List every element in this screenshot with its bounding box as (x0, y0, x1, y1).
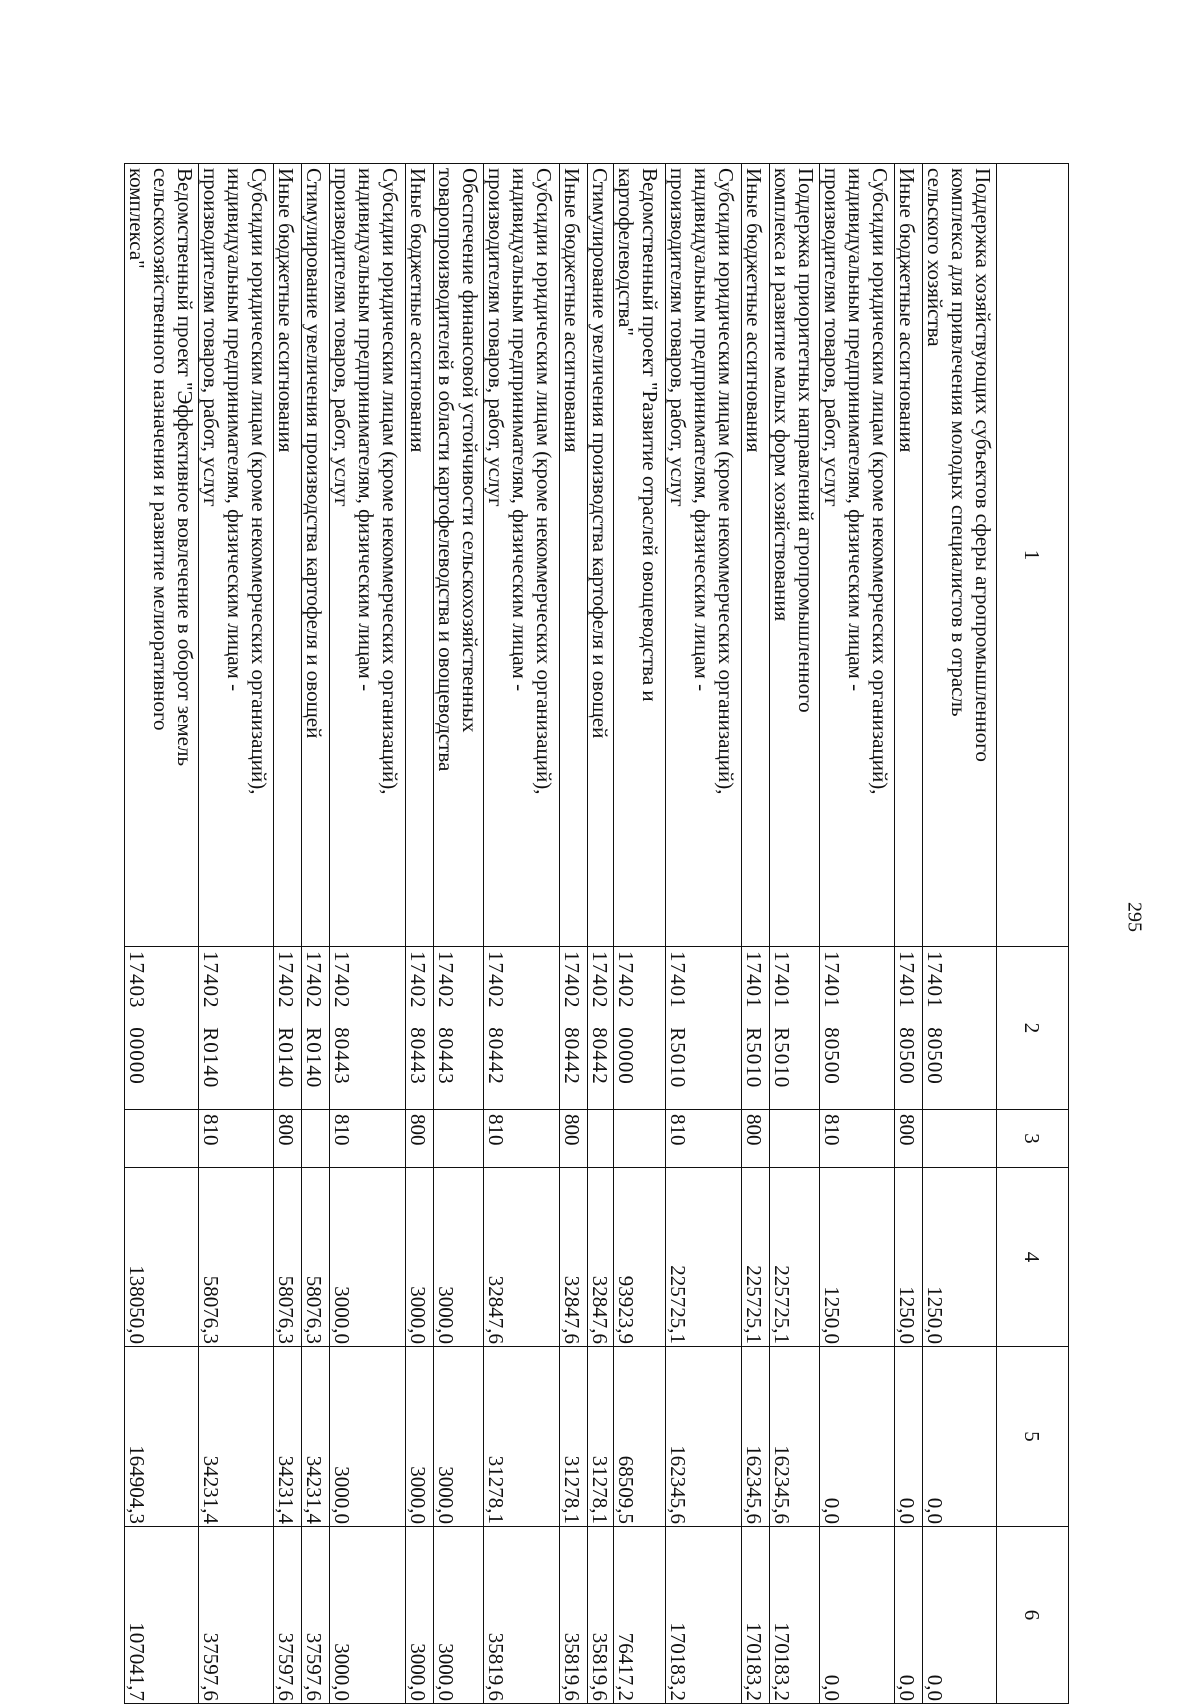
row-value-3-cell: 0,0 (923, 1527, 997, 1704)
row-value-1-cell: 1250,0 (895, 1168, 923, 1347)
row-name-line: производителям товаров, работ, услуг (820, 168, 844, 507)
row-name-line: Стимулирование увеличения производства картофеля и овощей (588, 168, 612, 739)
header-cell-3: 3 (997, 1110, 1069, 1168)
header-cell-4: 4 (997, 1168, 1069, 1347)
table-row (820, 164, 895, 1704)
row-type-cell (125, 1110, 199, 1168)
row-value-2-cell: 0,0 (923, 1347, 997, 1527)
row-code-cell: 17402 R0140 (302, 947, 330, 1110)
row-value-3-cell: 37597,6 (199, 1527, 274, 1704)
table-row (434, 164, 484, 1704)
row-type-cell: 810 (199, 1110, 274, 1168)
row-code-cell: 17401 R5010 (770, 947, 820, 1110)
row-value-3-cell: 170183,2 (742, 1527, 770, 1704)
row-code-cell: 17401 R5010 (666, 947, 742, 1110)
row-value-2-cell: 164904,3 (125, 1347, 199, 1527)
row-name-line: производителям товаров, работ, услуг (330, 168, 354, 507)
row-name-cell (199, 164, 274, 947)
budget-table-rotated (124, 163, 1069, 1703)
row-value-1-cell: 58076,3 (302, 1168, 330, 1347)
row-value-1-cell: 58076,3 (199, 1168, 274, 1347)
row-type-cell: 800 (406, 1110, 434, 1168)
row-value-1-cell: 138050,0 (125, 1168, 199, 1347)
header-cell-2: 2 (997, 947, 1069, 1110)
row-value-2-cell: 162345,6 (666, 1347, 742, 1527)
header-cell-5: 5 (997, 1347, 1069, 1527)
row-code-cell: 17402 80443 (406, 947, 434, 1110)
row-name-line: индивидуальным предпринимателям, физическим лицам - (223, 168, 247, 692)
row-type-cell: 810 (330, 1110, 406, 1168)
row-type-cell (770, 1110, 820, 1168)
budget-table-body (125, 164, 1069, 1704)
row-value-1-cell: 3000,0 (330, 1168, 406, 1347)
table-row (895, 164, 923, 1704)
row-code-cell: 17402 00000 (614, 947, 666, 1110)
table-row (125, 164, 199, 1704)
row-code-cell: 17401 80500 (895, 947, 923, 1110)
row-value-3-cell: 37597,6 (302, 1527, 330, 1704)
row-name-cell (820, 164, 895, 947)
row-type-cell (614, 1110, 666, 1168)
row-value-1-cell: 225725,1 (666, 1168, 742, 1347)
row-code-cell: 17403 00000 (125, 947, 199, 1110)
row-value-1-cell: 32847,6 (484, 1168, 560, 1347)
row-name-line: Субсидии юридическим лицам (кроме некоммерческих организаций), (378, 168, 402, 795)
table-row (614, 164, 666, 1704)
row-name-cell (742, 164, 770, 947)
row-value-2-cell: 162345,6 (770, 1347, 820, 1527)
row-name-cell (588, 164, 614, 947)
row-code-cell: 17402 R0140 (199, 947, 274, 1110)
row-type-cell (434, 1110, 484, 1168)
row-name-cell (770, 164, 820, 947)
row-name-line: индивидуальным предпринимателям, физическим лицам - (690, 168, 714, 692)
row-name-cell (895, 164, 923, 947)
row-name-line: комплекса для привлечения молодых специалистов в отрасль (947, 168, 971, 717)
row-name-line: Субсидии юридическим лицам (кроме некоммерческих организаций), (247, 168, 271, 795)
row-name-cell (560, 164, 588, 947)
row-code-cell: 17402 80442 (560, 947, 588, 1110)
row-value-2-cell: 31278,1 (588, 1347, 614, 1527)
row-value-1-cell: 3000,0 (434, 1168, 484, 1347)
row-type-cell: 800 (560, 1110, 588, 1168)
row-value-1-cell: 225725,1 (742, 1168, 770, 1347)
budget-table (124, 163, 1069, 1704)
row-value-2-cell: 34231,4 (274, 1347, 302, 1527)
row-type-cell: 800 (742, 1110, 770, 1168)
row-name-line: Субсидии юридическим лицам (кроме некоммерческих организаций), (868, 168, 892, 795)
row-name-line: сельского хозяйства (923, 168, 947, 347)
table-row (560, 164, 588, 1704)
row-name-line: Субсидии юридическим лицам (кроме некоммерческих организаций), (532, 168, 556, 795)
row-code-cell: 17401 80500 (923, 947, 997, 1110)
row-code-cell: 17402 80443 (434, 947, 484, 1110)
row-value-2-cell: 0,0 (895, 1347, 923, 1527)
row-value-1-cell: 58076,3 (274, 1168, 302, 1347)
row-name-cell (666, 164, 742, 947)
row-value-3-cell: 35819,6 (484, 1527, 560, 1704)
row-value-2-cell: 0,0 (820, 1347, 895, 1527)
row-name-cell (330, 164, 406, 947)
row-value-3-cell: 170183,2 (666, 1527, 742, 1704)
row-value-3-cell: 0,0 (820, 1527, 895, 1704)
row-value-2-cell: 162345,6 (742, 1347, 770, 1527)
row-value-3-cell: 3000,0 (406, 1527, 434, 1704)
row-value-3-cell: 35819,6 (560, 1527, 588, 1704)
row-type-cell (588, 1110, 614, 1168)
table-row (742, 164, 770, 1704)
row-name-line: производителям товаров, работ, услуг (666, 168, 690, 507)
row-value-2-cell: 68509,5 (614, 1347, 666, 1527)
row-value-3-cell: 170183,2 (770, 1527, 820, 1704)
row-name-line: товаропроизводителей в области картофелеводства и овощеводства (434, 168, 458, 772)
row-value-2-cell: 3000,0 (434, 1347, 484, 1527)
header-row (997, 164, 1069, 1704)
row-value-1-cell: 1250,0 (820, 1168, 895, 1347)
table-row (406, 164, 434, 1704)
table-row (330, 164, 406, 1704)
row-name-line: Иные бюджетные ассигнования (274, 168, 298, 453)
row-type-cell: 800 (274, 1110, 302, 1168)
header-cell-1: 1 (997, 164, 1069, 947)
row-name-cell (923, 164, 997, 947)
row-name-line: картофелеводства" (614, 168, 638, 336)
row-name-line: производителям товаров, работ, услуг (199, 168, 223, 507)
row-name-cell (302, 164, 330, 947)
row-type-cell: 810 (484, 1110, 560, 1168)
row-value-2-cell: 34231,4 (199, 1347, 274, 1527)
row-name-line: индивидуальным предпринимателям, физическим лицам - (508, 168, 532, 692)
row-value-1-cell: 225725,1 (770, 1168, 820, 1347)
row-value-1-cell: 32847,6 (560, 1168, 588, 1347)
row-name-cell (434, 164, 484, 947)
row-value-3-cell: 107041,7 (125, 1527, 199, 1704)
row-name-line: Иные бюджетные ассигнования (560, 168, 584, 453)
row-name-line: комплекса" (125, 168, 149, 269)
table-row (588, 164, 614, 1704)
row-code-cell: 17401 80500 (820, 947, 895, 1110)
table-row (199, 164, 274, 1704)
row-type-cell (302, 1110, 330, 1168)
row-code-cell: 17402 R0140 (274, 947, 302, 1110)
table-row (274, 164, 302, 1704)
row-name-line: Субсидии юридическим лицам (кроме некоммерческих организаций), (714, 168, 738, 795)
table-row (302, 164, 330, 1704)
row-name-line: индивидуальным предпринимателям, физическим лицам - (844, 168, 868, 692)
row-value-1-cell: 1250,0 (923, 1168, 997, 1347)
row-name-line: Иные бюджетные ассигнования (406, 168, 430, 453)
row-code-cell: 17402 80442 (484, 947, 560, 1110)
row-value-3-cell: 3000,0 (434, 1527, 484, 1704)
row-value-3-cell: 3000,0 (330, 1527, 406, 1704)
row-name-line: индивидуальным предпринимателям, физическим лицам - (354, 168, 378, 692)
row-code-cell: 17402 80443 (330, 947, 406, 1110)
row-value-2-cell: 34231,4 (302, 1347, 330, 1527)
row-name-line: Поддержка приоритетных направлений агропромышленного (794, 168, 818, 713)
row-value-2-cell: 31278,1 (560, 1347, 588, 1527)
table-row (770, 164, 820, 1704)
row-code-cell: 17401 R5010 (742, 947, 770, 1110)
row-name-line: Стимулирование увеличения производства картофеля и овощей (302, 168, 326, 739)
row-name-line: Ведомственный проект "Развитие отраслей овощеводства и (638, 168, 662, 702)
table-row (923, 164, 997, 1704)
row-name-line: Ведомственный проект "Эффективное вовлечение в оборот земель (173, 168, 197, 767)
row-name-line: производителям товаров, работ, услуг (484, 168, 508, 507)
row-value-3-cell: 37597,6 (274, 1527, 302, 1704)
row-name-line: Иные бюджетные ассигнования (742, 168, 766, 453)
row-value-2-cell: 3000,0 (330, 1347, 406, 1527)
row-type-cell: 810 (666, 1110, 742, 1168)
row-value-3-cell: 0,0 (895, 1527, 923, 1704)
table-row (484, 164, 560, 1704)
table-row (666, 164, 742, 1704)
row-name-cell (125, 164, 199, 947)
row-name-cell (274, 164, 302, 947)
row-name-line: Иные бюджетные ассигнования (895, 168, 919, 453)
page-number: 295 (1123, 902, 1146, 932)
row-name-line: сельскохозяйственного назначения и развитие мелиоративного (149, 168, 173, 731)
row-value-3-cell: 35819,6 (588, 1527, 614, 1704)
row-type-cell: 810 (820, 1110, 895, 1168)
row-code-cell: 17402 80442 (588, 947, 614, 1110)
row-name-line: Поддержка хозяйствующих субъектов сферы агропромышленного (971, 168, 995, 762)
row-value-2-cell: 3000,0 (406, 1347, 434, 1527)
row-type-cell: 800 (895, 1110, 923, 1168)
row-name-cell (484, 164, 560, 947)
row-value-1-cell: 3000,0 (406, 1168, 434, 1347)
row-name-cell (614, 164, 666, 947)
row-value-3-cell: 76417,2 (614, 1527, 666, 1704)
row-value-1-cell: 32847,6 (588, 1168, 614, 1347)
row-value-2-cell: 31278,1 (484, 1347, 560, 1527)
row-value-1-cell: 93923,9 (614, 1168, 666, 1347)
row-name-cell (406, 164, 434, 947)
header-cell-6: 6 (997, 1527, 1069, 1704)
row-name-line: Обеспечение финансовой устойчивости сельскохозяйственных (458, 168, 482, 733)
row-type-cell (923, 1110, 997, 1168)
row-name-line: комплекса и развитие малых форм хозяйствования (770, 168, 794, 622)
